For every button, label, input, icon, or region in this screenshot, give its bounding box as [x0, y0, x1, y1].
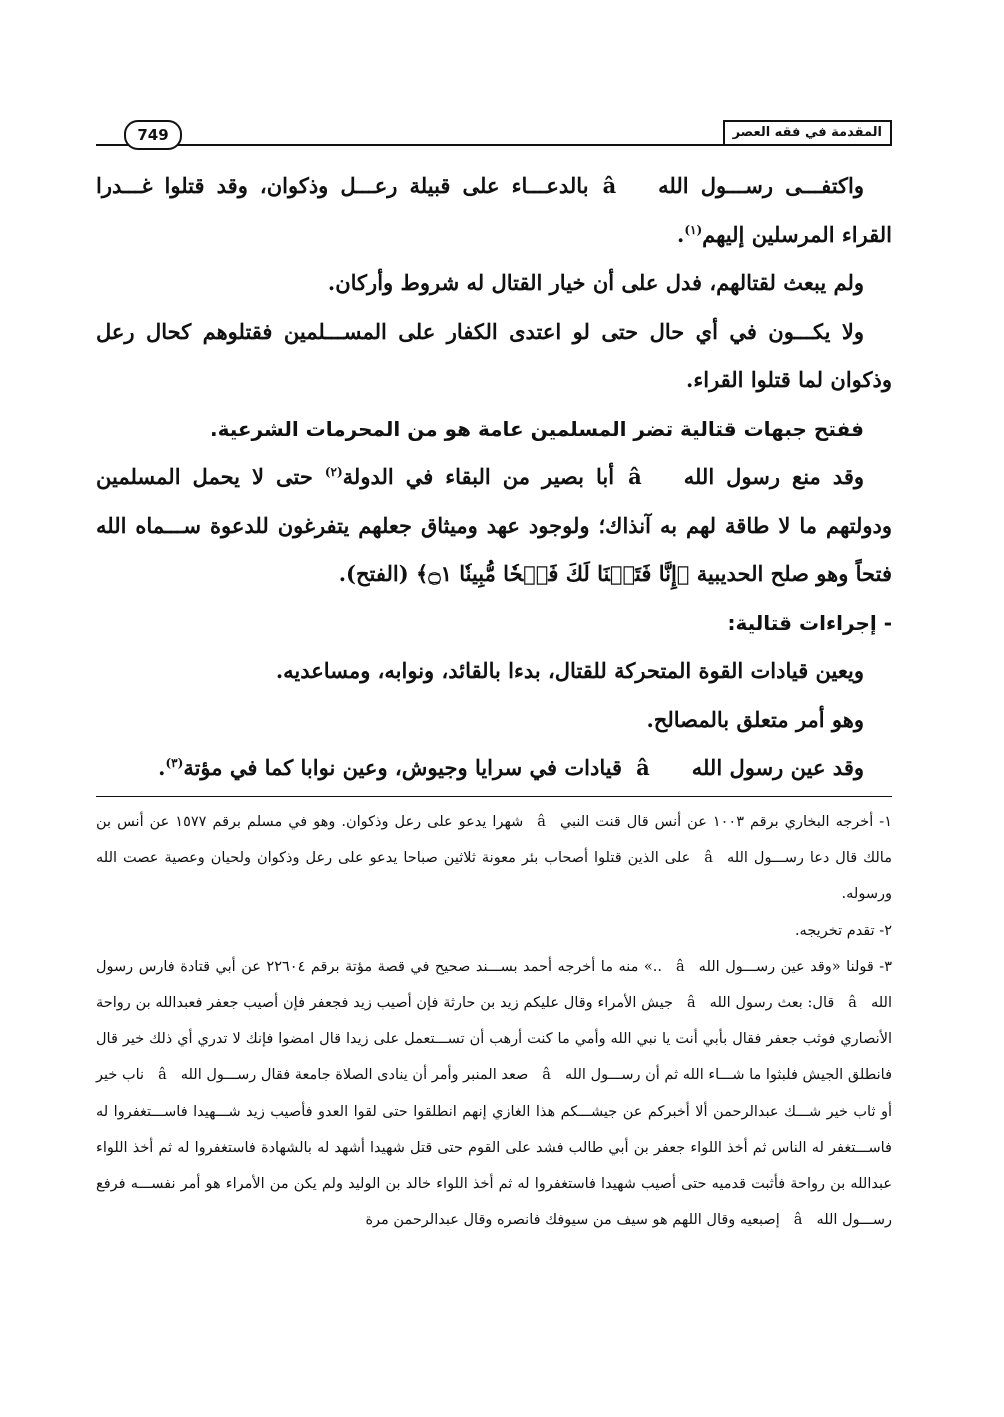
paragraph-4 — [96, 453, 892, 599]
para7-text-a: وقد عين رسول الله — [691, 755, 864, 780]
salutation-glyph: â — [793, 1212, 803, 1229]
para1-text-b: بالدعـــاء على قبيلة رعـــل وذكوان، وقد قتلوا غـــدرا القراء المرسلين إليهم — [96, 173, 892, 247]
paragraph-6: وهو أمر متعلق بالمصالح. — [646, 706, 864, 732]
fn3-text-b: ..» منه ما أخرجه أحمد بســـند صحيح في قصة مؤتة برقم ٢٢٦٠٤ عن أبي قتادة فارس رسول الله — [96, 958, 892, 1012]
salutation-glyph: â — [687, 995, 696, 1012]
salutation-glyph: â — [542, 1067, 551, 1084]
paragraph-1: واكتفـــى رســـول اللهâبالدعـــاء على قبيلة رعـــل وذكوان، وقد قتلوا غـــدرا القراء المرسلين إليهم$^{(١)}$. — [96, 162, 892, 259]
page-header — [96, 120, 892, 152]
quran-verse: ﴿إِنَّا فَتَحۡنَا لَكَ فَتۡحٗا مُّبِينٗا ۝١﴾ — [416, 561, 690, 586]
fn3-text-a: ٣- قولنا «وقد عين رســـول الله — [698, 958, 892, 975]
salutation-glyph: â — [602, 173, 617, 198]
paragraph-2: ولم يبعث لقتالهم، فدل على أن خيار القتال له شروط وأركان. — [327, 270, 864, 295]
footnote-3 — [96, 949, 892, 1239]
para7-text-b: قيادات في سرايا وجيوش، وعين نوابا كما في مؤتة — [183, 755, 623, 780]
salutation-glyph: â — [158, 1067, 167, 1084]
book-title: المقدمة في فقه العصر — [723, 120, 892, 144]
main-text — [96, 162, 892, 793]
fn3-text-c: قال: بعث رسول الله — [709, 995, 835, 1012]
salutation-glyph: â — [628, 464, 642, 489]
para4-text-c: حتى لا يحمل المسلمين ودولتهم ما لا طاقة لهم به آنذاك؛ ولوجود عهد وميثاق جعلهم يتفرغون للدعوة ســـماه الله فتحاً وهو صلح الحديبية — [96, 464, 892, 586]
para1-text-a: واكتفـــى رســـول الله — [658, 173, 864, 198]
para4-text-a: وقد منع رسول الله — [683, 464, 864, 489]
page-number: 749 — [124, 120, 182, 150]
paragraph-5: ويعين قيادات القوة المتحركة للقتال، بدءا بالقائد، ونوابه، ومساعديه. — [275, 658, 864, 683]
footnote-ref-3[interactable]: (٣) — [165, 756, 184, 770]
fn1-text-c: على الذين قتلوا أصحاب بئر معونة ثلاثين صباحا يدعو على رعل وذكوان ولحيان وعصية عصت الله ورسوله. — [96, 850, 892, 903]
footnote-separator — [96, 796, 892, 797]
footnote-1 — [96, 804, 892, 913]
fn3-text-g: إصبعيه وقال اللهم هو سيف من سيوفك فانصره وقال عبدالرحمن مرة — [365, 1212, 780, 1229]
salutation-glyph: â — [704, 850, 713, 867]
fn3-text-f: ناب خير أو ثاب خير شـــك عبدالرحمن ألا أخبركم عن جيشـــكم هذا الغازي إنهم انطلقوا حتى لقوا العدو فأصيب زيد شـــهيدا فاســـتغفروا له فاســـتغفر له الناس ثم أخذ اللواء جعفر بن أبي طالب فشد على القوم حتى قتل شهيدا أشهد له بالشهادة فاستغفروا له ثم أخذ اللواء عبدالله بن رواحة فأثبت قدميه حتى أصيب شهيدا فاستغفروا له ثم أخذ اللواء خالد بن الوليد ولم يكن من الأمراء هو أمر نفســـه فرفع رســـول الله — [96, 1067, 892, 1229]
fn3-text-e: صعد المنبر وأمر أن ينادى الصلاة جامعة فقال رســـول الله — [180, 1067, 529, 1084]
footnote-ref-2[interactable]: (٢) — [324, 465, 343, 479]
para7-end: . — [158, 755, 166, 780]
paragraph-7 — [96, 744, 892, 793]
fn1-text-a: ١- أخرجه البخاري برقم ١٠٠٣ عن أنس قال قنت النبي — [559, 814, 892, 830]
subheading-procedures: - إجراءات قتالية: — [727, 610, 892, 635]
footnotes — [96, 804, 892, 1238]
footnote-ref-1[interactable]: (١) — [684, 222, 703, 237]
surah-name: (الفتح). — [338, 561, 409, 586]
para4-text-b: أبا بصير من البقاء في الدولة — [342, 464, 615, 489]
salutation-glyph: â — [676, 958, 685, 975]
salutation-glyph: â — [848, 995, 857, 1012]
salutation-glyph: â — [537, 814, 546, 830]
fn3-text-d: جيش الأمراء وقال عليكم زيد بن حارثة فإن أصيب زيد فجعفر فإن أصيب جعفر فعبدالله بن رواحة الأنصاري فوثب جعفر فقال بأبي أنت يا نبي الله وأمي ما كنت أرهب أن تســـتعمل على زيدا قال امضوا فإنك لا تدري أي ذلك خير قال فانطلق الجيش فلبثوا ما شـــاء الله ثم أن رســـول الله — [96, 995, 892, 1084]
fn1-text-b: شهرا يدعو على رعل وذكوان. وهو في مسلم برقم ١٥٧٧ عن أنس بن مالك قال دعا رســـول الله — [96, 814, 892, 867]
salutation-glyph: â — [636, 755, 650, 780]
section-heading: ففتح جبهات قتالية تضر المسلمين عامة هو من المحرمات الشرعية. — [209, 416, 864, 441]
paragraph-3: ولا يكـــون في أي حال حتى لو اعتدى الكفار على المســـلمين فقتلوهم كحال رعل وذكوان لما قتلوا القراء. — [96, 318, 892, 392]
header-rule — [96, 144, 892, 146]
footnote-2: ٢- تقدم تخريجه. — [794, 922, 892, 939]
